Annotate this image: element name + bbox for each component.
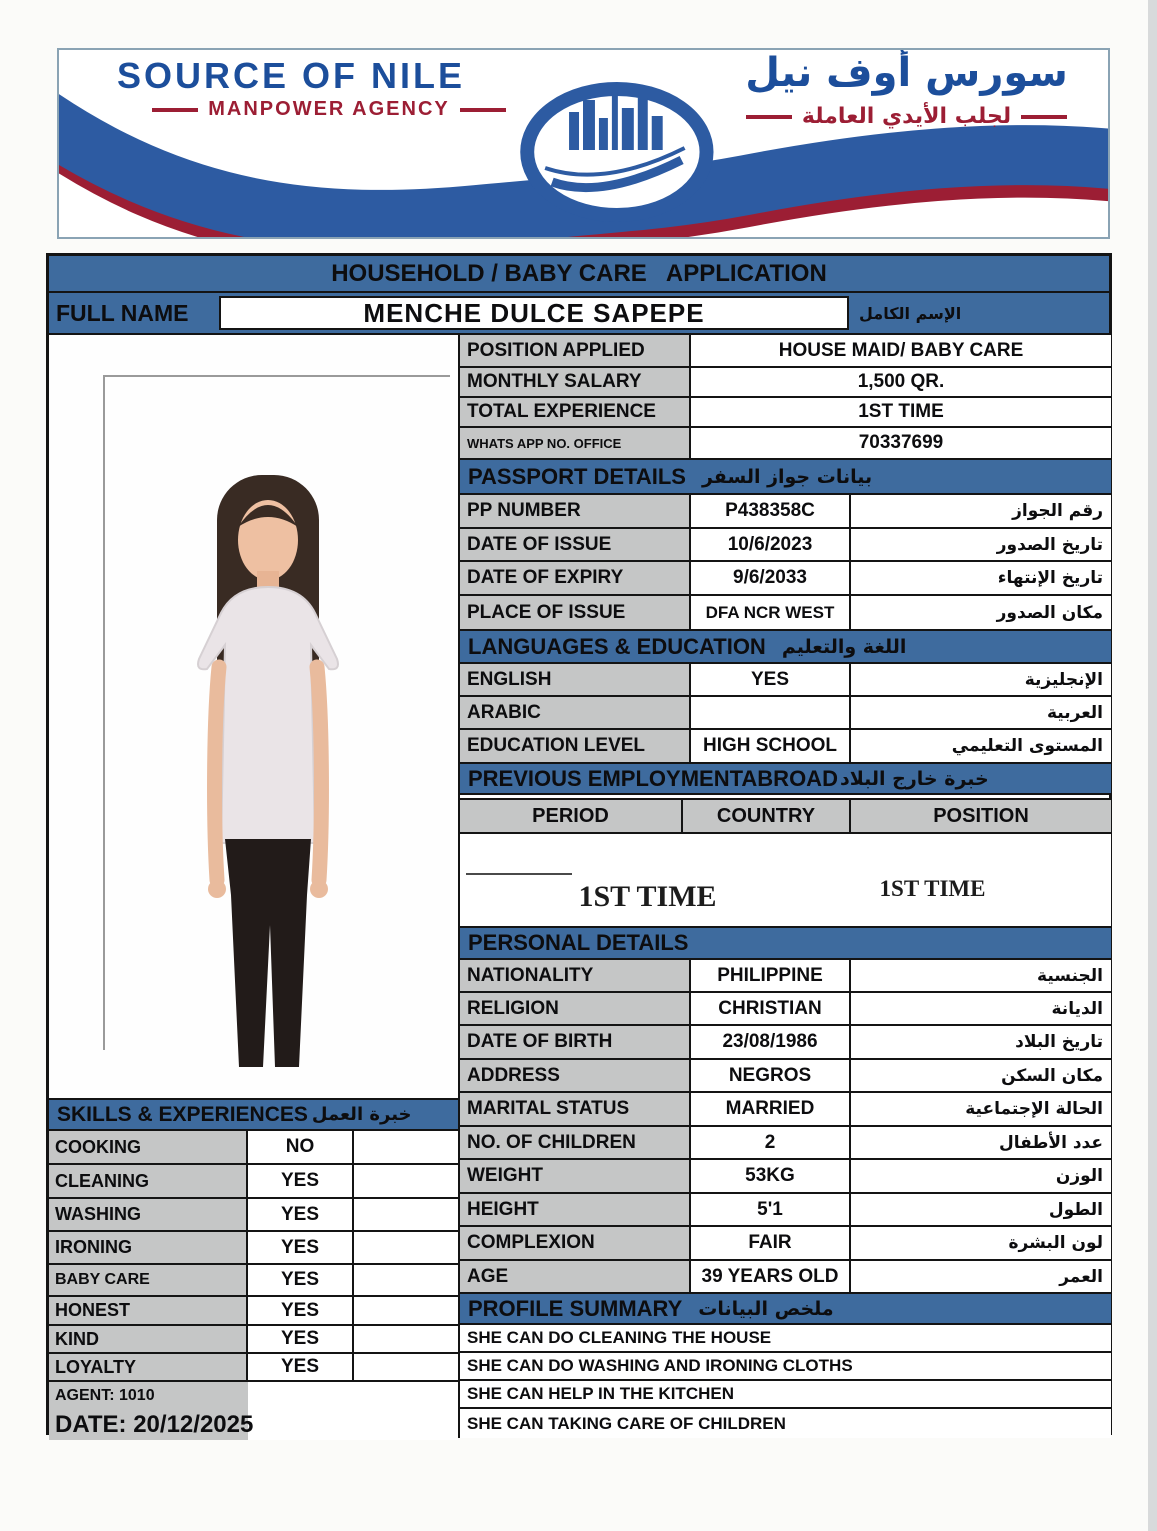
table-row xyxy=(49,1232,458,1265)
table-row xyxy=(460,1026,1111,1060)
row-label-arabic: العمر xyxy=(1059,1266,1103,1287)
section-title-arabic: خبرة العمل xyxy=(311,1104,412,1125)
row-value: CHRISTIAN xyxy=(691,993,851,1024)
table-row xyxy=(460,1227,1111,1261)
section-header-passport xyxy=(460,460,1111,495)
column-header: PERIOD xyxy=(460,800,683,832)
row-value: 70337699 xyxy=(858,432,944,453)
table-row xyxy=(49,1354,458,1382)
empty-cell xyxy=(354,1165,458,1197)
row-label: MARITAL STATUS xyxy=(460,1093,691,1125)
table-row xyxy=(460,1160,1111,1194)
row-value: 53KG xyxy=(691,1160,851,1192)
table-row xyxy=(49,1297,458,1326)
employment-position-value: 1ST TIME xyxy=(879,876,986,901)
application-date: DATE: 20/12/2025 xyxy=(49,1410,248,1440)
row-label: COMPLEXION xyxy=(460,1227,691,1259)
profile-summary-line: SHE CAN TAKING CARE OF CHILDREN xyxy=(460,1409,1111,1438)
agency-subtitle xyxy=(114,98,544,121)
row-label-arabic: الجنسية xyxy=(1037,965,1103,986)
row-value: 1ST TIME xyxy=(858,401,944,422)
row-value: 1,500 QR. xyxy=(857,371,945,392)
row-value: PHILIPPINE xyxy=(691,960,851,991)
agency-subtitle-text: MANPOWER AGENCY xyxy=(208,98,450,120)
table-row xyxy=(460,368,1111,398)
row-value: HOUSE MAID/ BABY CARE xyxy=(778,339,1024,361)
row-value: MARRIED xyxy=(691,1093,851,1125)
row-label-arabic: تاريخ الإنتهاء xyxy=(997,568,1103,588)
row-label: HEIGHT xyxy=(460,1194,691,1225)
section-title-arabic: ملخص البيانات xyxy=(698,1297,834,1320)
section-title: PREVIOUS EMPLOYMENTABROAD xyxy=(468,765,838,791)
decorative-dash xyxy=(460,108,506,112)
row-label-arabic: رقم الجواز xyxy=(1012,501,1103,521)
row-value: NEGROS xyxy=(691,1060,851,1091)
row-label-arabic: مكان الصدور xyxy=(996,602,1103,623)
table-row xyxy=(460,398,1111,428)
table-row xyxy=(49,1199,458,1232)
date-row xyxy=(49,1410,458,1440)
row-value: FAIR xyxy=(691,1227,851,1259)
row-label-arabic: لون البشرة xyxy=(1008,1233,1103,1253)
profile-summary-line: SHE CAN DO WASHING AND IRONING CLOTHS xyxy=(460,1353,1111,1381)
table-row xyxy=(460,664,1111,697)
row-value: P438358C xyxy=(691,495,851,527)
agency-name-arabic: سورس أوف نيل xyxy=(745,50,1068,96)
row-label: TOTAL EXPERIENCE xyxy=(460,398,691,426)
row-label: WHATS APP NO. OFFICE xyxy=(460,428,691,458)
row-label: ENGLISH xyxy=(460,664,691,695)
row-value: YES xyxy=(248,1165,354,1197)
agency-subtitle-arabic-text: لجلب الأيدي العاملة xyxy=(801,104,1012,129)
row-value: 39 YEARS OLD xyxy=(691,1261,851,1292)
row-label: MONTHLY SALARY xyxy=(460,368,691,396)
row-value: YES xyxy=(248,1265,354,1295)
table-row xyxy=(460,1093,1111,1127)
row-value: DFA NCR WEST xyxy=(691,596,851,629)
table-row xyxy=(460,562,1111,596)
row-label-arabic: تاريخ الصدور xyxy=(996,534,1103,555)
row-label-arabic: عدد الأطفال xyxy=(999,1132,1103,1153)
row-label: COOKING xyxy=(49,1131,248,1163)
section-header-profile xyxy=(460,1294,1111,1325)
form-title: HOUSEHOLD / BABY CARE APPLICATION xyxy=(49,256,1109,293)
row-value: YES xyxy=(248,1326,354,1352)
full-name-label: FULL NAME xyxy=(56,299,189,326)
agent-row xyxy=(49,1382,458,1410)
details-column xyxy=(458,335,1111,1438)
section-title: PERSONAL DETAILS xyxy=(468,930,689,955)
row-value: YES xyxy=(248,1232,354,1263)
row-value: YES xyxy=(248,1354,354,1380)
row-value: NO xyxy=(248,1131,354,1163)
table-row xyxy=(460,1127,1111,1160)
table-row xyxy=(460,495,1111,529)
empty-cell xyxy=(354,1354,458,1380)
table-row xyxy=(49,1326,458,1354)
row-label-arabic: الطول xyxy=(1048,1199,1103,1220)
row-label: AGE xyxy=(460,1261,691,1292)
row-label: WASHING xyxy=(49,1199,248,1230)
application-form xyxy=(46,253,1112,1438)
table-row xyxy=(460,1261,1111,1294)
full-name-value: MENCHE DULCE SAPEPE xyxy=(219,296,849,330)
empty-cell xyxy=(354,1232,458,1263)
table-row xyxy=(460,993,1111,1026)
employment-columns-row xyxy=(460,798,1111,834)
section-header-employment xyxy=(460,764,1111,795)
profile-summary-line: SHE CAN HELP IN THE KITCHEN xyxy=(460,1381,1111,1409)
row-label: DATE OF EXPIRY xyxy=(460,562,691,594)
section-title: SKILLS & EXPERIENCES xyxy=(57,1102,308,1126)
table-row xyxy=(460,730,1111,764)
row-label: HONEST xyxy=(49,1297,248,1324)
section-title-arabic: خبرة خارج البلاد xyxy=(839,767,989,790)
section-title: PASSPORT DETAILS xyxy=(468,463,686,489)
section-header-skills xyxy=(49,1100,458,1131)
row-value: 2 xyxy=(691,1127,851,1158)
row-value: YES xyxy=(248,1297,354,1324)
applicant-photo xyxy=(129,455,429,1095)
agent-number: AGENT: 1010 xyxy=(49,1382,248,1410)
row-value: YES xyxy=(691,664,851,695)
row-label: IRONING xyxy=(49,1232,248,1263)
row-label-arabic: الإنجليزية xyxy=(1024,669,1103,690)
table-row xyxy=(460,697,1111,730)
decorative-dash xyxy=(152,108,198,112)
row-value: HIGH SCHOOL xyxy=(691,730,851,762)
row-label-arabic: الوزن xyxy=(1055,1166,1103,1186)
row-value: 9/6/2033 xyxy=(691,562,851,594)
table-row xyxy=(49,1265,458,1297)
row-label-arabic: تاريخ البلاد xyxy=(1015,1032,1103,1052)
row-label-arabic: الديانة xyxy=(1051,998,1103,1019)
row-label-arabic: المستوى التعليمي xyxy=(951,736,1103,756)
table-row xyxy=(460,1060,1111,1093)
row-label: WEIGHT xyxy=(460,1160,691,1192)
row-label: BABY CARE xyxy=(49,1265,248,1295)
row-label: CLEANING xyxy=(49,1165,248,1197)
row-label: ARABIC xyxy=(460,697,691,728)
table-row xyxy=(460,529,1111,562)
empty-cell xyxy=(354,1297,458,1324)
section-header-languages xyxy=(460,631,1111,664)
row-label: ADDRESS xyxy=(460,1060,691,1091)
employment-country-value: 1ST TIME xyxy=(578,880,717,913)
row-label: DATE OF ISSUE xyxy=(460,529,691,560)
profile-summary-line: SHE CAN DO CLEANING THE HOUSE xyxy=(460,1325,1111,1353)
row-label: LOYALTY xyxy=(49,1354,248,1380)
row-value xyxy=(691,697,851,728)
scan-edge xyxy=(1148,0,1157,1531)
blank-entry-line xyxy=(466,873,572,875)
skills-block xyxy=(49,1098,458,1438)
decorative-dash xyxy=(1021,115,1067,119)
empty-cell xyxy=(354,1326,458,1352)
table-row xyxy=(460,960,1111,993)
table-row xyxy=(460,1194,1111,1227)
row-value: YES xyxy=(248,1199,354,1230)
table-row xyxy=(49,1165,458,1199)
row-label: DATE OF BIRTH xyxy=(460,1026,691,1058)
full-name-row xyxy=(49,293,1109,335)
row-label-arabic: مكان السكن xyxy=(1001,1065,1103,1086)
section-title-arabic: بيانات جواز السفر xyxy=(701,465,873,488)
empty-cell xyxy=(354,1265,458,1295)
table-row xyxy=(460,596,1111,631)
employment-entry-row xyxy=(460,834,1111,928)
photo-column xyxy=(49,335,458,1098)
row-value: 23/08/1986 xyxy=(691,1026,851,1058)
column-header: COUNTRY xyxy=(683,800,851,832)
row-label-arabic: الحالة الإجتماعية xyxy=(965,1099,1103,1119)
table-row xyxy=(49,1131,458,1165)
row-label: KIND xyxy=(49,1326,248,1352)
table-row xyxy=(460,428,1111,460)
section-title: LANGUAGES & EDUCATION xyxy=(468,633,766,659)
row-label: NATIONALITY xyxy=(460,960,691,991)
table-row xyxy=(460,335,1111,368)
decorative-dash xyxy=(746,115,792,119)
agency-letterhead xyxy=(57,48,1110,239)
section-title: PROFILE SUMMARY xyxy=(468,1295,683,1321)
row-label: EDUCATION LEVEL xyxy=(460,730,691,762)
column-header: POSITION xyxy=(851,800,1111,832)
row-label-arabic: العربية xyxy=(1046,702,1103,723)
row-label: POSITION APPLIED xyxy=(460,335,691,366)
empty-cell xyxy=(354,1131,458,1163)
row-value: 10/6/2023 xyxy=(691,529,851,560)
row-label: RELIGION xyxy=(460,993,691,1024)
section-header-personal xyxy=(460,928,1111,960)
row-label: NO. OF CHILDREN xyxy=(460,1127,691,1158)
agency-emblem-icon xyxy=(527,89,706,215)
agency-name: SOURCE OF NILE xyxy=(117,55,466,96)
agency-subtitle-arabic xyxy=(704,104,1109,129)
section-title-arabic: اللغة والتعليم xyxy=(781,635,907,658)
row-value: 5'1 xyxy=(691,1194,851,1225)
row-label: PLACE OF ISSUE xyxy=(460,596,691,629)
empty-cell xyxy=(354,1199,458,1230)
row-label: PP NUMBER xyxy=(460,495,691,527)
full-name-label-arabic: الإسم الكامل xyxy=(859,303,962,323)
